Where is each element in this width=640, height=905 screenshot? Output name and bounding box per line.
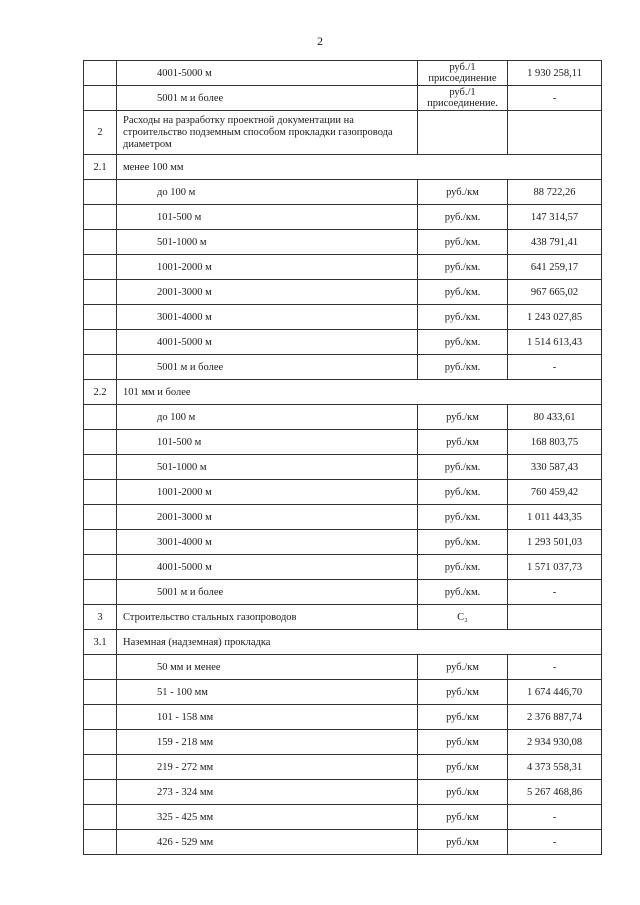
row-number bbox=[84, 455, 117, 480]
row-number: 2 bbox=[84, 111, 117, 155]
row-description: менее 100 мм bbox=[117, 155, 602, 180]
section-row bbox=[84, 155, 602, 180]
table-row bbox=[84, 730, 602, 755]
row-number: 3 bbox=[84, 605, 117, 630]
row-value: 2 376 887,74 bbox=[508, 705, 602, 730]
row-value: 438 791,41 bbox=[508, 230, 602, 255]
row-description: 501-1000 м bbox=[117, 455, 418, 480]
row-description: 5001 м и более bbox=[117, 355, 418, 380]
table-row bbox=[84, 755, 602, 780]
table-body bbox=[84, 61, 602, 855]
row-value: - bbox=[508, 655, 602, 680]
table-row bbox=[84, 455, 602, 480]
row-number bbox=[84, 330, 117, 355]
row-unit: руб./км. bbox=[418, 580, 508, 605]
section-row bbox=[84, 380, 602, 405]
row-unit: руб./км bbox=[418, 180, 508, 205]
row-description: 4001-5000 м bbox=[117, 555, 418, 580]
table-row bbox=[84, 830, 602, 855]
table-row bbox=[84, 680, 602, 705]
table-row bbox=[84, 61, 602, 86]
row-value: 5 267 468,86 bbox=[508, 780, 602, 805]
row-number bbox=[84, 780, 117, 805]
row-description: 1001-2000 м bbox=[117, 255, 418, 280]
row-value: - bbox=[508, 355, 602, 380]
row-description: 4001-5000 м bbox=[117, 330, 418, 355]
row-unit: руб./км bbox=[418, 805, 508, 830]
row-value: 147 314,57 bbox=[508, 205, 602, 230]
row-number bbox=[84, 205, 117, 230]
row-number bbox=[84, 480, 117, 505]
row-unit: руб./км bbox=[418, 680, 508, 705]
row-description: 3001-4000 м bbox=[117, 305, 418, 330]
row-number bbox=[84, 180, 117, 205]
row-description: 325 - 425 мм bbox=[117, 805, 418, 830]
tariff-table bbox=[83, 60, 602, 855]
row-description: до 100 м bbox=[117, 180, 418, 205]
row-value: 80 433,61 bbox=[508, 405, 602, 430]
row-description: 1001-2000 м bbox=[117, 480, 418, 505]
row-number bbox=[84, 580, 117, 605]
row-description: 50 мм и менее bbox=[117, 655, 418, 680]
row-unit: руб./км. bbox=[418, 255, 508, 280]
row-number bbox=[84, 755, 117, 780]
row-description: 426 - 529 мм bbox=[117, 830, 418, 855]
row-value bbox=[508, 111, 602, 155]
table-row bbox=[84, 355, 602, 380]
row-description: 101-500 м bbox=[117, 430, 418, 455]
row-number bbox=[84, 555, 117, 580]
table-row bbox=[84, 280, 602, 305]
row-unit: руб./км. bbox=[418, 355, 508, 380]
table-row bbox=[84, 305, 602, 330]
row-number: 2.2 bbox=[84, 380, 117, 405]
row-value: 4 373 558,31 bbox=[508, 755, 602, 780]
table-row bbox=[84, 405, 602, 430]
row-description: Расходы на разработку проектной документации на строительство подземным способом прокладки газопровода диаметром bbox=[117, 111, 418, 155]
row-unit: руб./км bbox=[418, 730, 508, 755]
row-value: - bbox=[508, 830, 602, 855]
row-description: 4001-5000 м bbox=[117, 61, 418, 86]
row-unit: руб./км. bbox=[418, 305, 508, 330]
row-description: Строительство стальных газопроводов bbox=[117, 605, 418, 630]
table-row bbox=[84, 805, 602, 830]
row-number bbox=[84, 505, 117, 530]
row-number bbox=[84, 280, 117, 305]
row-value: - bbox=[508, 805, 602, 830]
row-number bbox=[84, 405, 117, 430]
row-unit: руб./км bbox=[418, 705, 508, 730]
table-row bbox=[84, 505, 602, 530]
table-row bbox=[84, 705, 602, 730]
row-value: 1 293 501,03 bbox=[508, 530, 602, 555]
row-number bbox=[84, 86, 117, 111]
row-value: 641 259,17 bbox=[508, 255, 602, 280]
row-description: 51 - 100 мм bbox=[117, 680, 418, 705]
row-number bbox=[84, 255, 117, 280]
row-description: 5001 м и более bbox=[117, 580, 418, 605]
row-unit: руб./км. bbox=[418, 205, 508, 230]
section-row bbox=[84, 605, 602, 630]
row-number bbox=[84, 680, 117, 705]
table-row bbox=[84, 205, 602, 230]
table-row bbox=[84, 86, 602, 111]
row-number bbox=[84, 655, 117, 680]
row-value: 1 243 027,85 bbox=[508, 305, 602, 330]
row-unit: руб./км bbox=[418, 655, 508, 680]
row-unit: руб./км. bbox=[418, 280, 508, 305]
section-row bbox=[84, 630, 602, 655]
row-unit: руб./км. bbox=[418, 480, 508, 505]
row-unit bbox=[418, 111, 508, 155]
row-description: Наземная (надземная) прокладка bbox=[117, 630, 602, 655]
row-number bbox=[84, 61, 117, 86]
row-value: 2 934 930,08 bbox=[508, 730, 602, 755]
row-description: 273 - 324 мм bbox=[117, 780, 418, 805]
row-description: 2001-3000 м bbox=[117, 505, 418, 530]
table-row bbox=[84, 655, 602, 680]
table-row bbox=[84, 555, 602, 580]
row-value: 168 803,75 bbox=[508, 430, 602, 455]
row-value: - bbox=[508, 580, 602, 605]
table-row bbox=[84, 180, 602, 205]
row-number bbox=[84, 355, 117, 380]
row-number bbox=[84, 305, 117, 330]
row-number bbox=[84, 230, 117, 255]
section-row bbox=[84, 111, 602, 155]
row-unit: руб./км bbox=[418, 830, 508, 855]
row-number bbox=[84, 705, 117, 730]
row-description: 219 - 272 мм bbox=[117, 755, 418, 780]
row-number bbox=[84, 805, 117, 830]
row-value: - bbox=[508, 86, 602, 111]
row-unit: С₂ bbox=[418, 605, 508, 630]
row-unit: руб./км bbox=[418, 755, 508, 780]
row-unit: руб./км. bbox=[418, 330, 508, 355]
row-unit: руб./1 присоединение. bbox=[418, 86, 508, 111]
row-unit: руб./км. bbox=[418, 455, 508, 480]
row-description: 2001-3000 м bbox=[117, 280, 418, 305]
row-unit: руб./км. bbox=[418, 505, 508, 530]
row-number bbox=[84, 730, 117, 755]
table-row bbox=[84, 330, 602, 355]
row-unit: руб./км bbox=[418, 780, 508, 805]
table-row bbox=[84, 530, 602, 555]
row-unit: руб./км. bbox=[418, 230, 508, 255]
row-number: 3.1 bbox=[84, 630, 117, 655]
row-description: 159 - 218 мм bbox=[117, 730, 418, 755]
row-unit: руб./км. bbox=[418, 530, 508, 555]
row-description: 501-1000 м bbox=[117, 230, 418, 255]
row-value: 1 514 613,43 bbox=[508, 330, 602, 355]
row-number bbox=[84, 830, 117, 855]
table-row bbox=[84, 230, 602, 255]
row-unit: руб./1 присоединение bbox=[418, 61, 508, 86]
row-description: до 100 м bbox=[117, 405, 418, 430]
row-value: 88 722,26 bbox=[508, 180, 602, 205]
row-value bbox=[508, 605, 602, 630]
row-value: 330 587,43 bbox=[508, 455, 602, 480]
row-number bbox=[84, 530, 117, 555]
row-value: 1 930 258,11 bbox=[508, 61, 602, 86]
row-value: 760 459,42 bbox=[508, 480, 602, 505]
table-row bbox=[84, 480, 602, 505]
row-description: 101 - 158 мм bbox=[117, 705, 418, 730]
row-value: 1 571 037,73 bbox=[508, 555, 602, 580]
row-unit: руб./км bbox=[418, 430, 508, 455]
row-description: 101 мм и более bbox=[117, 380, 602, 405]
row-value: 967 665,02 bbox=[508, 280, 602, 305]
row-unit: руб./км bbox=[418, 405, 508, 430]
table-row bbox=[84, 580, 602, 605]
row-unit: руб./км. bbox=[418, 555, 508, 580]
row-description: 3001-4000 м bbox=[117, 530, 418, 555]
row-value: 1 674 446,70 bbox=[508, 680, 602, 705]
row-value: 1 011 443,35 bbox=[508, 505, 602, 530]
table-row bbox=[84, 430, 602, 455]
table-row bbox=[84, 780, 602, 805]
row-description: 101-500 м bbox=[117, 205, 418, 230]
row-description: 5001 м и более bbox=[117, 86, 418, 111]
page-number: 2 bbox=[317, 34, 323, 48]
row-number: 2.1 bbox=[84, 155, 117, 180]
row-number bbox=[84, 430, 117, 455]
table-row bbox=[84, 255, 602, 280]
